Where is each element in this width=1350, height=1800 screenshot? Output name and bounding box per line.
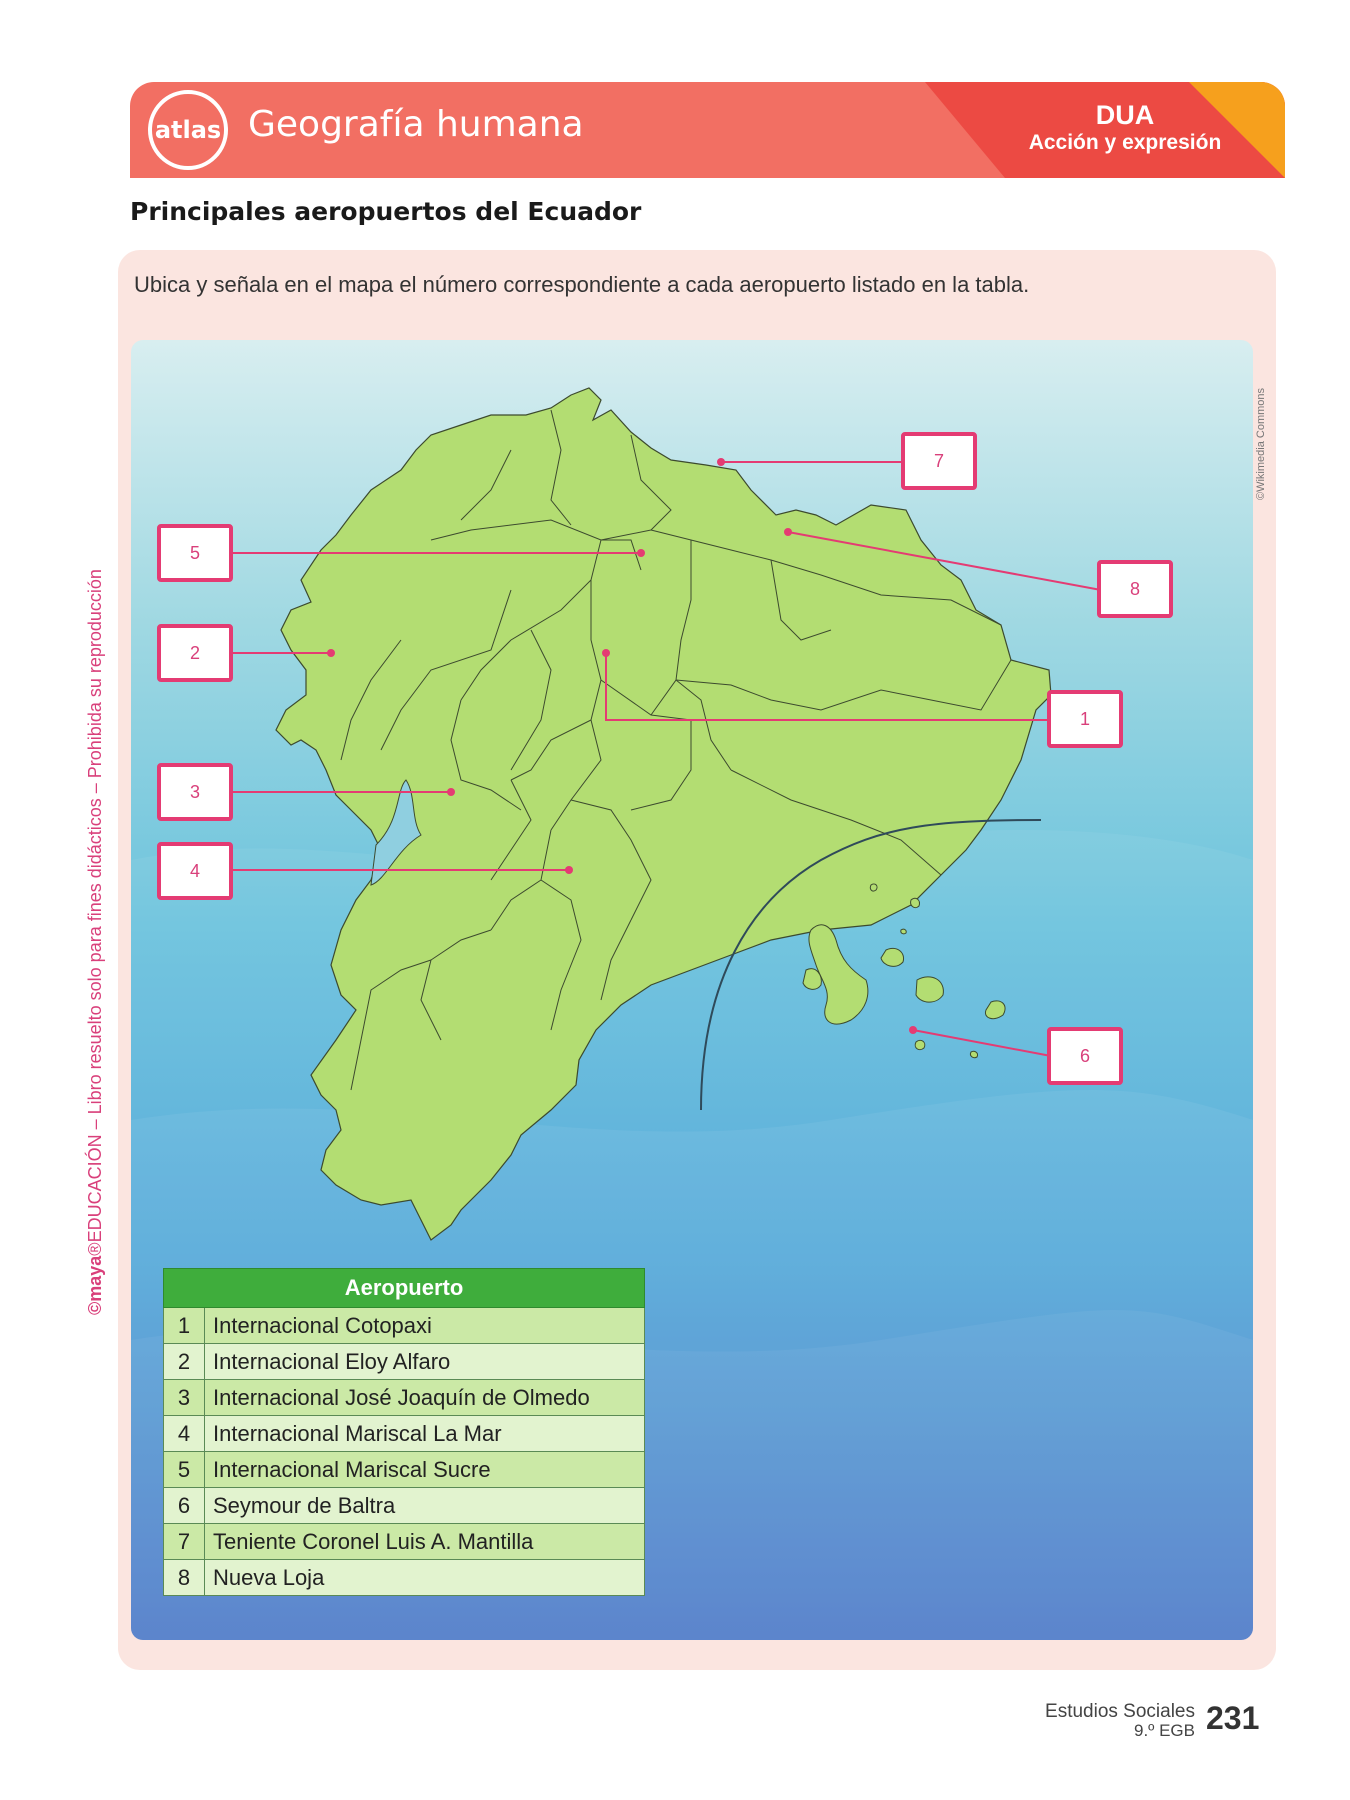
dua-block: [1015, 100, 1235, 156]
row-number: 5: [164, 1452, 205, 1488]
map-label-5[interactable]: 5: [157, 524, 233, 582]
table-header: Aeropuerto: [164, 1269, 645, 1308]
header-banner: [130, 82, 1285, 178]
row-number: 1: [164, 1308, 205, 1344]
row-number: 7: [164, 1524, 205, 1560]
row-number: 4: [164, 1416, 205, 1452]
row-number: 3: [164, 1380, 205, 1416]
footer-subject: Estudios Sociales: [1045, 1701, 1195, 1722]
table-row: [164, 1488, 645, 1524]
side-copyright-note: [85, 569, 106, 1315]
map-label-7[interactable]: 7: [901, 432, 977, 490]
table-row: [164, 1344, 645, 1380]
instruction-text: Ubica y señala en el mapa el número correspondiente a cada aeropuerto listado en la tabla.: [134, 272, 1030, 297]
side-note-text: ®EDUCACIÓN – Libro resuelto solo para fines didácticos – Prohibida su reproducción: [85, 569, 105, 1256]
dua-subtitle: Acción y expresión: [1028, 131, 1222, 154]
dua-title: DUA: [1095, 100, 1155, 130]
maya-brand: ©maya: [85, 1255, 105, 1315]
image-credit: ©Wikimedia Commons: [1255, 387, 1267, 500]
footer-subject-block: [1045, 1702, 1195, 1740]
airport-name: Internacional Eloy Alfaro: [205, 1344, 645, 1380]
table-row: [164, 1380, 645, 1416]
footer-grade: 9.º EGB: [1133, 1721, 1195, 1740]
map-label-3[interactable]: 3: [157, 763, 233, 821]
airport-name: Internacional Mariscal Sucre: [205, 1452, 645, 1488]
table-row: [164, 1524, 645, 1560]
row-number: 6: [164, 1488, 205, 1524]
page-number: 231: [1206, 1700, 1260, 1736]
airport-name: Internacional Cotopaxi: [205, 1308, 645, 1344]
map-label-8[interactable]: 8: [1097, 560, 1173, 618]
airport-name: Nueva Loja: [205, 1560, 645, 1596]
map-label-1[interactable]: 1: [1047, 690, 1123, 748]
airport-name: Teniente Coronel Luis A. Mantilla: [205, 1524, 645, 1560]
section-title: Principales aeropuertos del Ecuador: [130, 197, 642, 226]
airport-name: Internacional Mariscal La Mar: [205, 1416, 645, 1452]
map-label-6[interactable]: 6: [1047, 1027, 1123, 1085]
atlas-logo: [148, 90, 228, 170]
table-row: [164, 1452, 645, 1488]
table-row: [164, 1416, 645, 1452]
row-number: 2: [164, 1344, 205, 1380]
table-row: [164, 1560, 645, 1596]
airport-table: [163, 1268, 645, 1596]
map-label-2[interactable]: 2: [157, 624, 233, 682]
atlas-logo-text: atlas: [154, 116, 222, 144]
row-number: 8: [164, 1560, 205, 1596]
table-row: [164, 1308, 645, 1344]
airport-name: Seymour de Baltra: [205, 1488, 645, 1524]
map-label-4[interactable]: 4: [157, 842, 233, 900]
airport-name: Internacional José Joaquín de Olmedo: [205, 1380, 645, 1416]
banner-title: Geografía humana: [248, 104, 584, 145]
